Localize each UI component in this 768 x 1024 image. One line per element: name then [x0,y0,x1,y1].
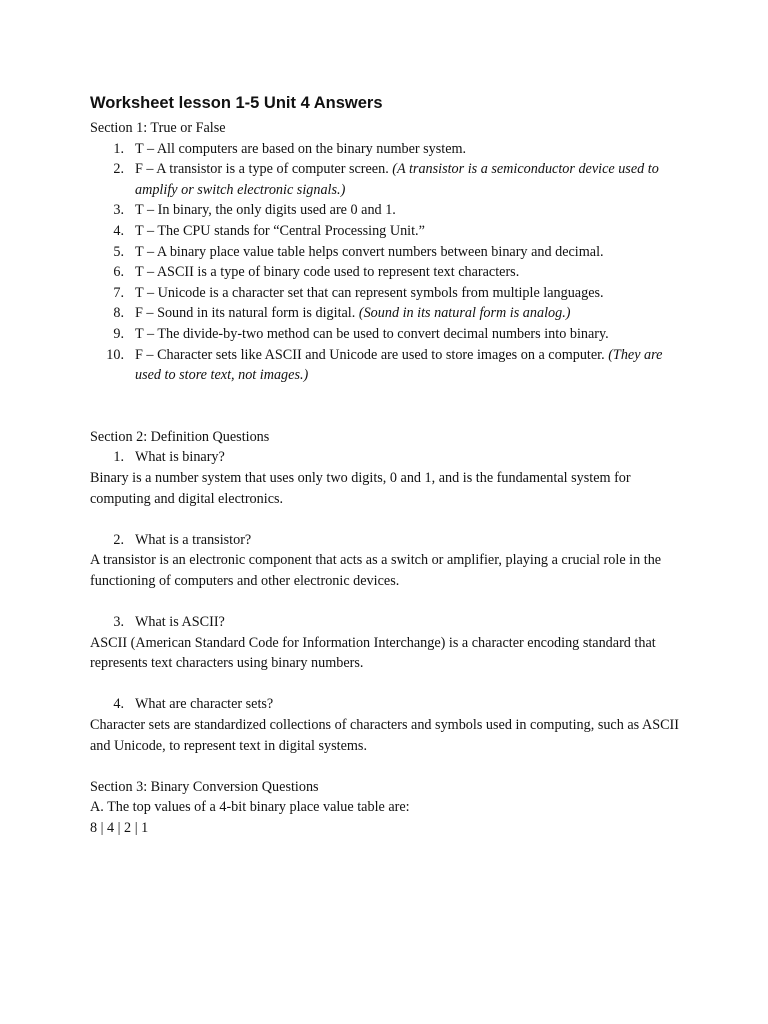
item-text: F – A transistor is a type of computer screen. [135,161,389,178]
list-item [90,159,690,200]
item-text: F – Character sets like ASCII and Unicode are used to store images on a computer. [135,346,605,363]
list-item [90,200,690,221]
item-number: 6. [113,264,124,281]
worksheet-page [90,93,690,839]
item-text: T – ASCII is a type of binary code used to represent text characters. [135,264,520,281]
item-note: (A transistor is a semiconductor device used to amplify or switch electronic signals.) [135,161,659,198]
question-number: 2. [113,531,124,548]
item-number: 2. [113,161,124,178]
item-text: F – Sound in its natural form is digital. [135,305,356,322]
section-1-heading: Section 1: True or False [90,120,226,136]
section-2-heading: Section 2: Definition Questions [90,428,270,445]
place-value-intro: A. The top values of a 4-bit binary place value table are: [90,799,410,816]
item-note: (They are used to store text, not images.) [135,346,663,384]
item-text: T – The CPU stands for “Central Processing Unit.” [135,222,425,239]
list-item [90,345,690,386]
list-item [90,139,690,160]
list-item [90,283,690,304]
item-number: 3. [113,202,124,219]
page-title: Worksheet lesson 1-5 Unit 4 Answers [90,94,383,112]
question [90,694,690,715]
list-item [90,242,690,263]
question-text: What are character sets? [135,696,274,713]
question-number: 1. [113,449,124,466]
question-text: What is ASCII? [135,614,225,631]
list-item [90,324,690,345]
answer-text: ASCII (American Standard Code for Information Interchange) is a character encoding standard that represents text characters using binary numbers. [90,634,656,672]
item-number: 10. [106,346,124,363]
item-text: T – A binary place value table helps convert numbers between binary and decimal. [135,243,604,260]
item-text: T – Unicode is a character set that can represent symbols from multiple languages. [135,284,604,301]
question-number: 4. [113,696,124,713]
question-text: What is binary? [135,449,225,466]
list-item [90,303,690,324]
section-1 [90,118,690,386]
answer-text: A transistor is an electronic component that acts as a switch or amplifier, playing a crucial role in the functioning of computers and other electronic devices. [90,552,662,589]
answer-text: Character sets are standardized collections of characters and symbols used in computing, such as ASCII and Unicode, to represent text in digital systems. [90,717,680,754]
item-number: 5. [113,243,124,260]
question [90,612,690,633]
question-text: What is a transistor? [135,531,252,548]
item-text: T – All computers are based on the binary number system. [135,140,467,157]
item-number: 4. [113,222,124,239]
item-text: T – In binary, the only digits used are 0 and 1. [135,202,396,219]
question [90,447,690,468]
place-value-values: 8 | 4 | 2 | 1 [90,820,149,836]
item-text: T – The divide-by-two method can be used to convert decimal numbers into binary. [135,325,609,342]
question [90,530,690,551]
item-note: (Sound in its natural form is analog.) [358,305,571,322]
item-number: 7. [113,284,124,301]
section-3-heading: Section 3: Binary Conversion Questions [90,778,319,795]
true-false-list [90,139,690,386]
section-2 [90,427,690,757]
item-number: 9. [113,325,124,342]
item-number: 1. [113,140,124,157]
list-item [90,262,690,283]
section-3 [90,777,690,839]
list-item [90,221,690,242]
item-number: 8. [113,305,124,322]
answer-text: Binary is a number system that uses only two digits, 0 and 1, and is the fundamental system for computing and digital electronics. [90,469,631,507]
question-number: 3. [113,614,124,631]
